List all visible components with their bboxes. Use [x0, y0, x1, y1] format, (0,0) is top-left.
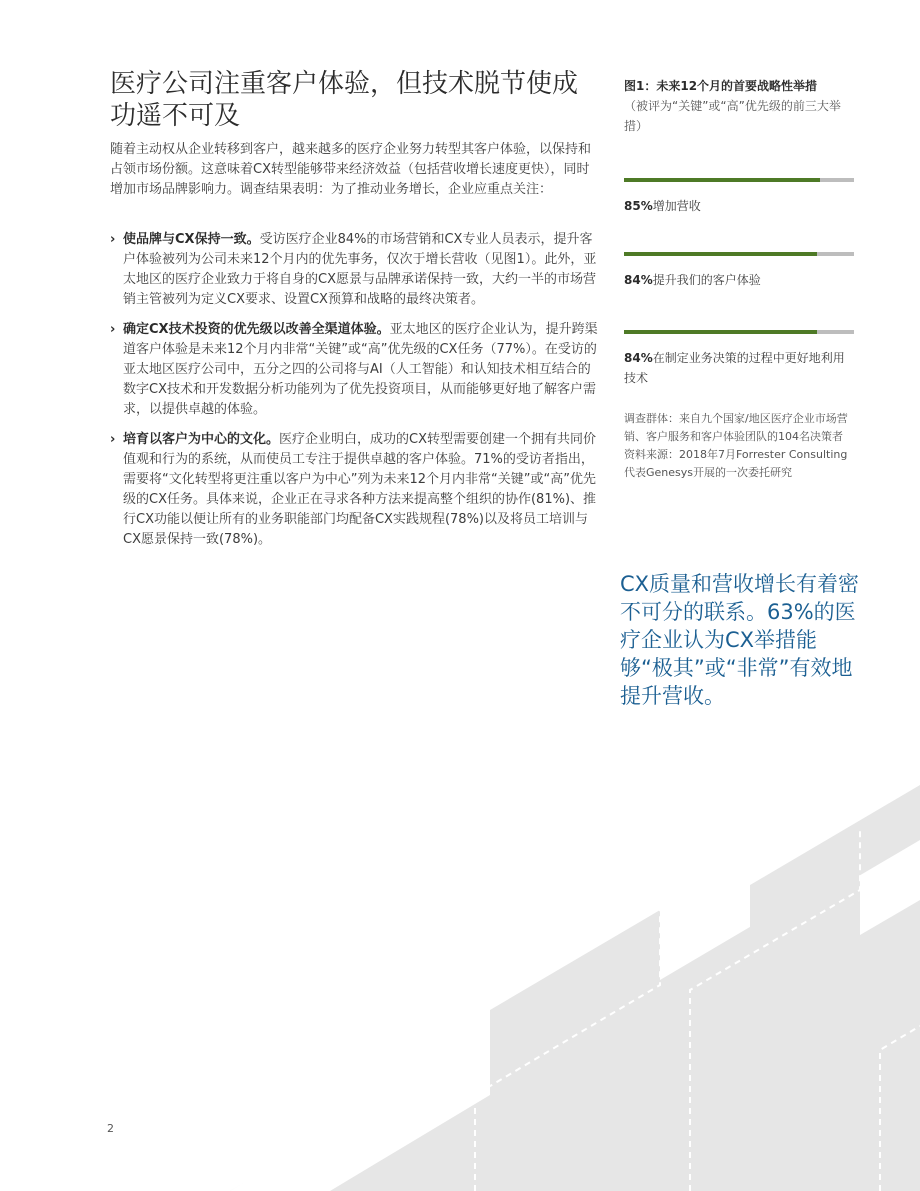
- stat-label: [624, 348, 856, 388]
- stat-percent: 84%: [624, 273, 653, 287]
- list-item: [110, 230, 600, 310]
- callout-quote: CX质量和营收增长有着密不可分的联系。63%的医疗企业认为CX举措能够“极其”或“非常”有效地提升营收。: [620, 572, 860, 708]
- figure-title: 图1：未来12个月的首要战略性举措: [624, 79, 818, 93]
- stat-text: 在制定业务决策的过程中更好地利用技术: [624, 351, 845, 385]
- figure-subtitle: （被评为“关键”或“高”优先级的前三大举措）: [624, 99, 841, 133]
- chevron-right-icon: ›: [110, 232, 116, 247]
- chevron-right-icon: ›: [110, 322, 116, 337]
- figure-1-panel: [624, 76, 856, 479]
- stat-bar-fill: [624, 178, 820, 182]
- stat-bar-fill: [624, 330, 817, 334]
- list-item: [110, 430, 600, 550]
- bullet-text: 受访医疗企业84%的市场营销和CX专业人员表示，提升客户体验被列为公司未来12个月内的优先事务，仅次于增长营收（见图1）。此外，亚太地区的医疗企业致力于将自身的CX愿景与品牌承诺保持一致，大约一半的市场营销主管被列为定义CX要求、设置CX预算和战略的最终决策者。: [123, 232, 597, 307]
- stat-bar-track: [624, 178, 854, 182]
- stat-bar-track: [624, 252, 854, 256]
- source-note: 资料来源：2018年7月Forrester Consulting代表Genesys开展的一次委托研究: [624, 448, 848, 479]
- page-number: 2: [107, 1122, 114, 1135]
- figure-notes: [624, 410, 856, 482]
- stat-item-cx: [624, 252, 856, 290]
- stat-bar-fill: [624, 252, 817, 256]
- bullet-text: 亚太地区的医疗企业认为，提升跨渠道客户体验是未来12个月内非常“关键”或“高”优先级的CX任务（77%）。在受访的亚太地区医疗公司中，五分之四的公司将与AI（人工智能）和认知技术相互结合的数字CX技术和开发数据分析功能列为了优先投资项目，从而能够更好地了解客户需求，以提供卓越的体验。: [123, 322, 598, 417]
- bullet-text: 医疗企业明白，成功的CX转型需要创建一个拥有共同价值观和行为的系统，从而使员工专注于提供卓越的客户体验。71%的受访者指出，需要将“文化转型将更注重以客户为中心”列为未来12个月内非常“关键”或“高”优先级的CX任务。具体来说，企业正在寻求各种方法来提高整个组织的协作(81%)、推行CX功能以便让所有的业务职能部门均配备CX实践规程(78%)以及将员工培训与CX愿景保持一致(78%)。: [123, 432, 597, 547]
- bullet-lead: 培育以客户为中心的文化。: [123, 432, 280, 447]
- stat-label: [624, 196, 856, 216]
- stat-text: 增加营收: [652, 199, 701, 213]
- stat-label: [624, 270, 856, 290]
- bullet-lead: 确定CX技术投资的优先级以改善全渠道体验。: [123, 322, 390, 337]
- key-focus-list: [110, 230, 600, 560]
- survey-group: 调查群体：来自九个国家/地区医疗企业市场营销、客户服务和客户体验团队的104名决策者: [624, 412, 848, 443]
- stat-text: 提升我们的客户体验: [652, 273, 761, 287]
- chevron-right-icon: ›: [110, 432, 116, 447]
- bullet-lead: 使品牌与CX保持一致。: [123, 232, 260, 247]
- stat-percent: 84%: [624, 351, 653, 365]
- intro-paragraph: 随着主动权从企业转移到客户，越来越多的医疗企业努力转型其客户体验，以保持和占领市场份额。这意味着CX转型能够带来经济效益（包括营收增长速度更快），同时增加市场品牌影响力。调查结果表明：为了推动业务增长，企业应重点关注：: [110, 142, 592, 197]
- list-item: [110, 320, 600, 420]
- page-title: 医疗公司注重客户体验，但技术脱节使成功遥不可及: [110, 69, 579, 131]
- stat-bar-track: [624, 330, 854, 334]
- stat-item-technology: [624, 330, 856, 388]
- stat-percent: 85%: [624, 199, 653, 213]
- stat-item-revenue: [624, 178, 856, 216]
